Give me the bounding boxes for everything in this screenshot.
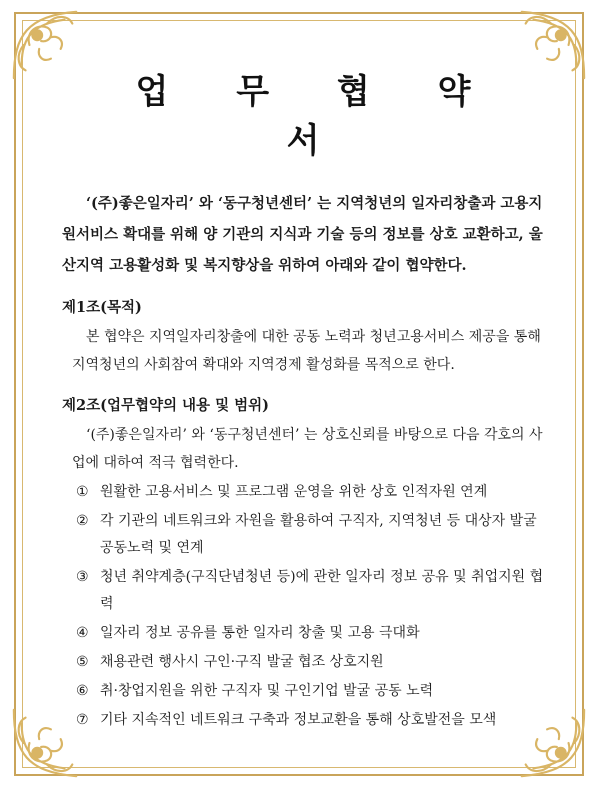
cooperation-item-list: [62, 479, 544, 734]
item-text: 청년 취약계층(구직단념청년 등)에 관한 일자리 정보 공유 및 취업지원 협력: [100, 569, 544, 612]
agreement-content: [62, 64, 544, 736]
list-item: [62, 707, 544, 734]
item-number: ①: [76, 484, 89, 500]
list-item: [62, 508, 544, 562]
article-heading: 제1조(목적): [62, 299, 142, 316]
list-item: [62, 479, 544, 506]
item-number: ⑥: [76, 683, 89, 699]
list-item: [62, 564, 544, 618]
item-text: 각 기관의 네트워크와 자원을 활용하여 구직자, 지역청년 등 대상자 발굴 공동노력 및 연계: [100, 513, 537, 556]
item-number: ④: [76, 625, 89, 641]
article-2: [62, 393, 544, 734]
list-item: [62, 678, 544, 705]
list-item: [62, 649, 544, 676]
intro-paragraph: ‘(주)좋은일자리’ 와 ‘동구청년센터’ 는 지역청년의 일자리창출과 고용지원서비스 확대를 위해 양 기관의 지식과 기술 등의 정보를 상호 교환하고, 울산지역 고용활성화 및 복지향상을 위하여 아래와 같이 협약한다.: [62, 195, 543, 274]
article-body: ‘(주)좋은일자리’ 와 ‘동구청년센터’ 는 상호신뢰를 바탕으로 다음 각호의 사업에 대하여 적극 협력한다.: [72, 427, 543, 471]
item-number: ②: [76, 513, 89, 529]
item-text: 기타 지속적인 네트워크 구축과 정보교환을 통해 상호발전을 모색: [100, 712, 497, 728]
item-text: 일자리 정보 공유를 통한 일자리 창출 및 고용 극대화: [100, 625, 420, 641]
item-number: ⑤: [76, 654, 89, 670]
list-item: [62, 620, 544, 647]
item-text: 취·창업지원을 위한 구직자 및 구인기업 발굴 공동 노력: [100, 683, 434, 699]
document-title: 업 무 협 약 서: [135, 72, 499, 161]
article-heading: 제2조(업무협약의 내용 및 범위): [62, 397, 270, 414]
item-number: ③: [76, 569, 89, 585]
item-text: 채용관련 행사시 구인·구직 발굴 협조 상호지원: [100, 654, 384, 670]
item-text: 원활한 고용서비스 및 프로그램 운영을 위한 상호 인적자원 연계: [100, 484, 488, 500]
article-body: 본 협약은 지역일자리창출에 대한 공동 노력과 청년고용서비스 제공을 통해 지역청년의 사회참여 확대와 지역경제 활성화를 목적으로 한다.: [72, 329, 541, 373]
article-1: [62, 295, 544, 379]
item-number: ⑦: [76, 712, 89, 728]
